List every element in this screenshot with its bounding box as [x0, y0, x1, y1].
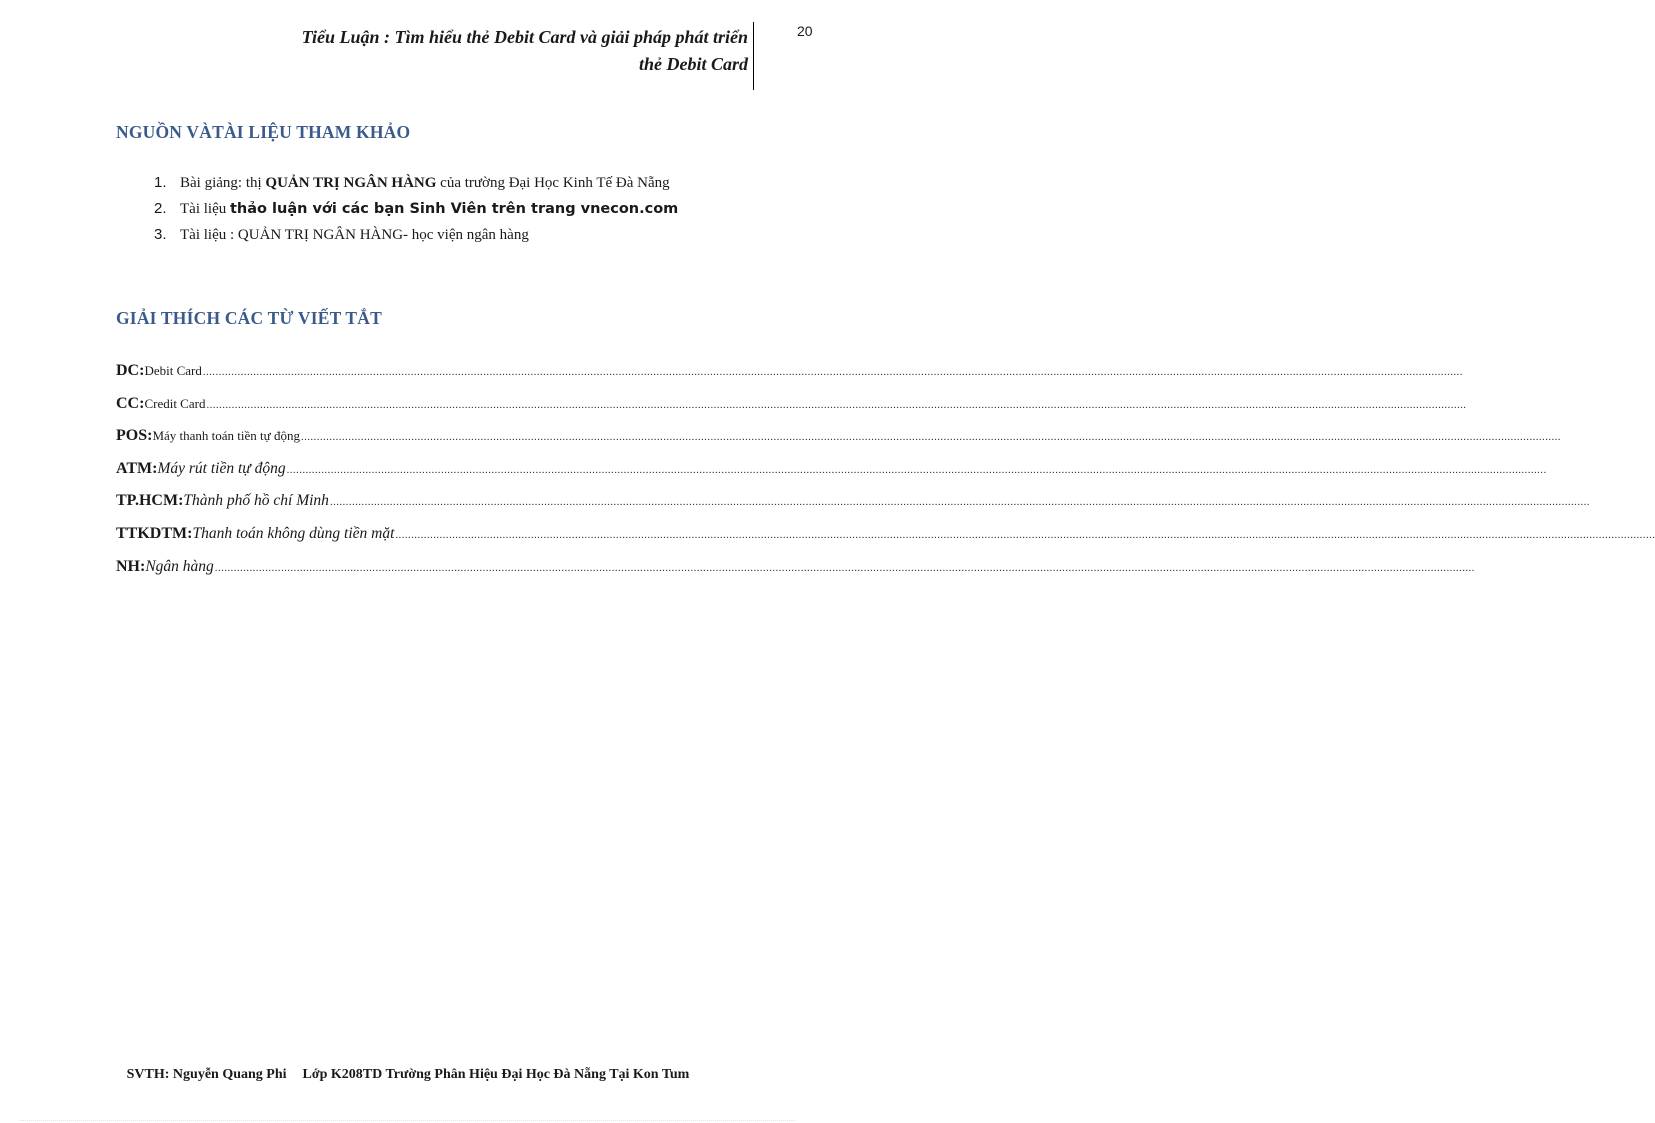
- abbreviation-row: [116, 524, 1655, 558]
- abbreviation-definition: Ngân hàng: [145, 557, 214, 575]
- dot-leader: ................................................................................................................................................................................................................................................................................................................................................................................................................: [214, 561, 1475, 574]
- footer-student: SVTH: Nguyễn Quang Phi: [126, 1067, 287, 1082]
- reference-number: 1.: [154, 174, 167, 191]
- abbreviation-definition: Thành phố hồ chí Minh: [183, 492, 329, 510]
- abbreviation-term: DC: [116, 362, 140, 379]
- reference-number: 3.: [154, 226, 167, 243]
- header-title-line2: thẻ Debit Card: [638, 54, 748, 74]
- reference-text: Tài liệu: [180, 201, 230, 217]
- abbreviation-row: [116, 427, 1561, 460]
- abbreviation-separator: :: [152, 459, 158, 477]
- reference-emphasis: QUẢN TRỊ NGÂN HÀNG: [265, 175, 437, 191]
- abbreviation-term: POS: [116, 427, 148, 445]
- reference-text: Tài liệu : QUẢN TRỊ NGÂN HÀNG- học viện ngân hàng: [180, 227, 529, 243]
- abbreviation-separator: :: [139, 362, 145, 379]
- abbreviation-term: TTKDTM: [116, 524, 188, 542]
- reference-text-tail: của trường Đại Học Kinh Tế Đà Nẵng: [436, 175, 670, 191]
- reference-number: 2.: [154, 200, 167, 217]
- abbreviation-row: [116, 492, 1590, 525]
- dot-leader: ................................................................................................................................................................................................................................................................................................................................................................................................................: [395, 528, 1655, 541]
- abbreviation-definition: Credit Card: [144, 395, 206, 411]
- footer-class-info: Lớp K208TD Trường Phân Hiệu Đại Học Đà Nẵng Tại Kon Tum: [302, 1067, 690, 1082]
- references-heading: NGUỒN VÀTÀI LIỆU THAM KHẢO: [116, 122, 411, 142]
- abbreviation-row: [116, 459, 1547, 493]
- dot-leader: ................................................................................................................................................................................................................................................................................................................................................................................................................: [202, 366, 1463, 378]
- reference-item: [150, 196, 738, 222]
- abbreviation-separator: :: [140, 557, 146, 575]
- reference-item: [150, 170, 738, 196]
- abbreviation-row: [116, 362, 1463, 395]
- references-list: [150, 170, 738, 248]
- reference-item: [150, 222, 738, 248]
- dot-leader: ................................................................................................................................................................................................................................................................................................................................................................................................................: [300, 431, 1561, 444]
- abbreviation-definition: Máy rút tiền tự động: [157, 459, 286, 477]
- abbreviation-term: TP.HCM: [116, 492, 179, 510]
- page-number: 20: [797, 23, 813, 39]
- running-header: [188, 24, 748, 78]
- abbreviation-term: CC: [116, 394, 140, 412]
- abbreviation-separator: :: [147, 427, 153, 445]
- abbreviation-separator: :: [187, 524, 193, 542]
- dot-leader: ................................................................................................................................................................................................................................................................................................................................................................................................................: [206, 398, 1467, 411]
- reference-emphasis: thảo luận với các bạn Sinh Viên trên trang vnecon.com: [229, 201, 679, 217]
- abbreviation-separator: :: [139, 394, 145, 412]
- abbreviation-definition: Thanh toán không dùng tiền mặt: [192, 524, 395, 542]
- abbreviation-term: NH: [116, 557, 140, 575]
- abbreviations-list: [116, 362, 1655, 590]
- abbreviation-separator: :: [178, 492, 184, 510]
- abbreviation-term: ATM: [116, 459, 153, 477]
- abbreviations-heading: GIẢI THÍCH CÁC TỪ VIẾT TẮT: [116, 308, 382, 328]
- page-footer: [0, 1067, 816, 1083]
- abbreviation-row: [116, 557, 1475, 591]
- abbreviation-definition: Debit Card: [144, 363, 202, 378]
- dot-leader: ................................................................................................................................................................................................................................................................................................................................................................................................................: [329, 496, 1590, 509]
- header-divider: [753, 22, 754, 90]
- header-title-line1: Tiểu Luận : Tìm hiểu thẻ Debit Card và giải pháp phát triển: [301, 27, 748, 47]
- reference-text: Bài giảng: thị: [180, 175, 266, 191]
- dot-leader: ................................................................................................................................................................................................................................................................................................................................................................................................................: [286, 463, 1547, 476]
- abbreviation-row: [116, 394, 1467, 428]
- page-bottom-divider: [20, 1120, 796, 1121]
- abbreviation-definition: Máy thanh toán tiền tự động: [152, 428, 300, 444]
